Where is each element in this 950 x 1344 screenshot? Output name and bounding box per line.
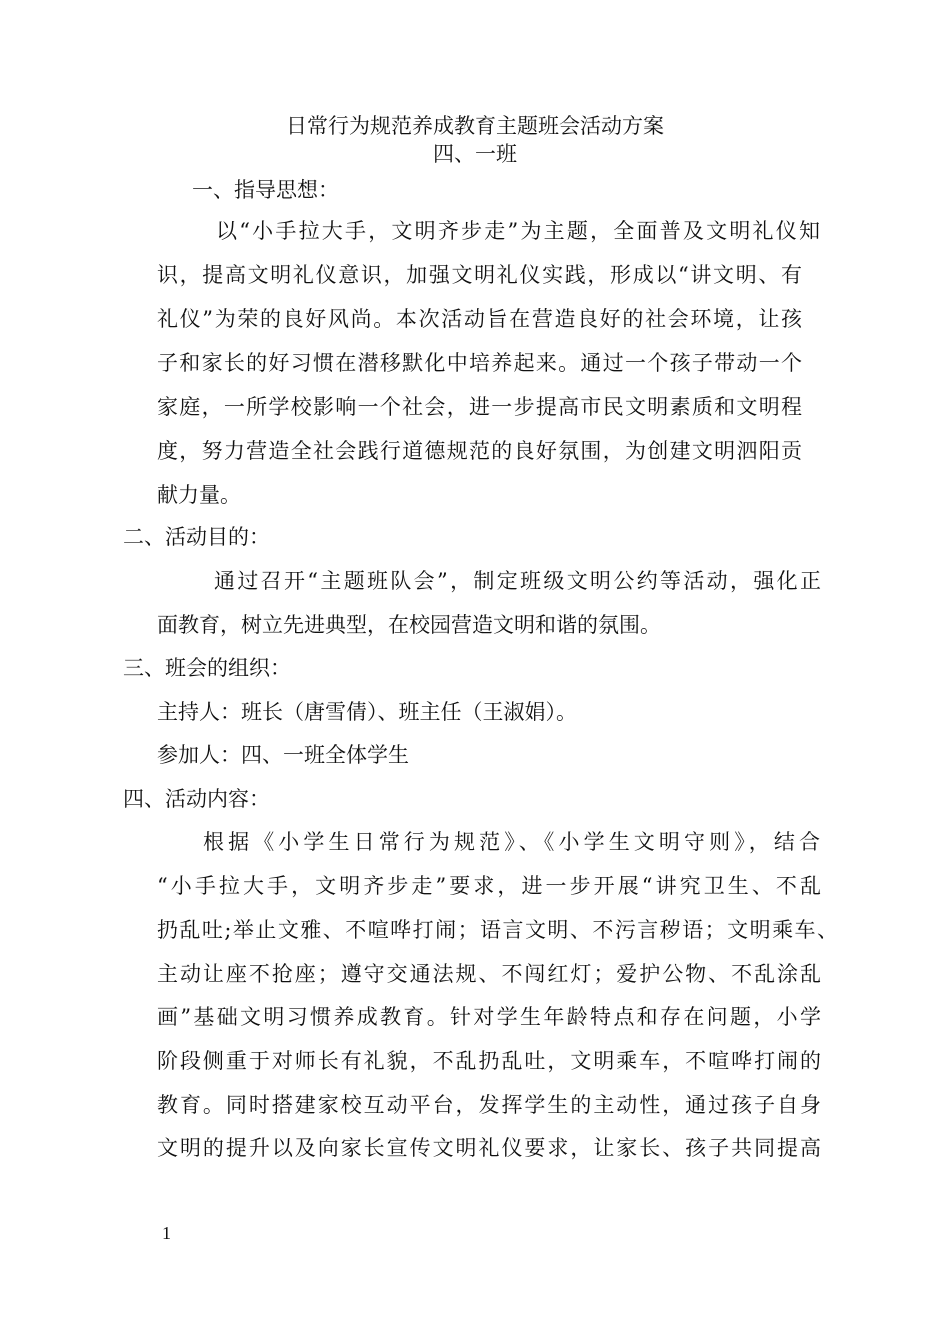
paragraph-line: 以“小手拉大手，文明齐步走”为主题，全面普及文明礼仪知	[216, 219, 820, 243]
paragraph-line: 扔乱吐;举止文雅、不喧哗打闹；语言文明、不污言秽语；文明乘车、	[157, 918, 838, 942]
paragraph-line: 阶段侧重于对师长有礼貌，不乱扔乱吐，文明乘车，不喧哗打闹的	[157, 1049, 821, 1073]
host-line: 主持人：班长（唐雪倩）、班主任（王淑娟）。	[157, 700, 577, 724]
section-heading-guiding-ideology: 一、指导思想：	[192, 178, 339, 202]
paragraph-line: 根据《小学生日常行为规范》、《小学生文明守则》，结合	[203, 830, 820, 854]
paragraph-line: “小手拉大手，文明齐步走”要求，进一步开展“讲究卫生、不乱	[157, 874, 821, 898]
paragraph-line: 主动让座不抢座；遵守交通法规、不闯红灯；爱护公物、不乱涂乱	[157, 962, 821, 986]
paragraph-line: 献力量。	[157, 483, 241, 507]
document-title: 日常行为规范养成教育主题班会活动方案	[286, 114, 664, 138]
participants-line: 参加人：四、一班全体学生	[157, 743, 409, 767]
paragraph-line: 家庭，一所学校影响一个社会，进一步提高市民文明素质和文明程	[157, 395, 802, 419]
paragraph-line: 通过召开“主题班队会”，制定班级文明公约等活动，强化正	[214, 569, 821, 593]
section-heading-class-organization: 三、班会的组织：	[123, 656, 291, 680]
paragraph-line: 子和家长的好习惯在潜移默化中培养起来。通过一个孩子带动一个	[157, 351, 802, 375]
section-heading-activity-purpose: 二、活动目的：	[123, 525, 270, 549]
page-number: 1	[162, 1223, 171, 1243]
class-name: 四、一班	[433, 142, 517, 166]
paragraph-line: 礼仪”为荣的良好风尚。本次活动旨在营造良好的社会环境，让孩	[157, 307, 802, 331]
paragraph-line: 度，努力营造全社会践行道德规范的良好氛围，为创建文明泗阳贡	[157, 439, 802, 463]
paragraph-line: 教育。同时搭建家校互动平台，发挥学生的主动性，通过孩子自身	[157, 1093, 821, 1117]
paragraph-line: 识，提高文明礼仪意识，加强文明礼仪实践，形成以“讲文明、有	[157, 263, 802, 287]
paragraph-line: 面教育，树立先进典型，在校园营造文明和谐的氛围。	[157, 613, 661, 637]
paragraph-line: 画”基础文明习惯养成教育。针对学生年龄特点和存在问题，小学	[157, 1005, 821, 1029]
paragraph-line: 文明的提升以及向家长宣传文明礼仪要求，让家长、孩子共同提高	[157, 1136, 821, 1160]
section-heading-activity-content: 四、活动内容：	[123, 787, 270, 811]
